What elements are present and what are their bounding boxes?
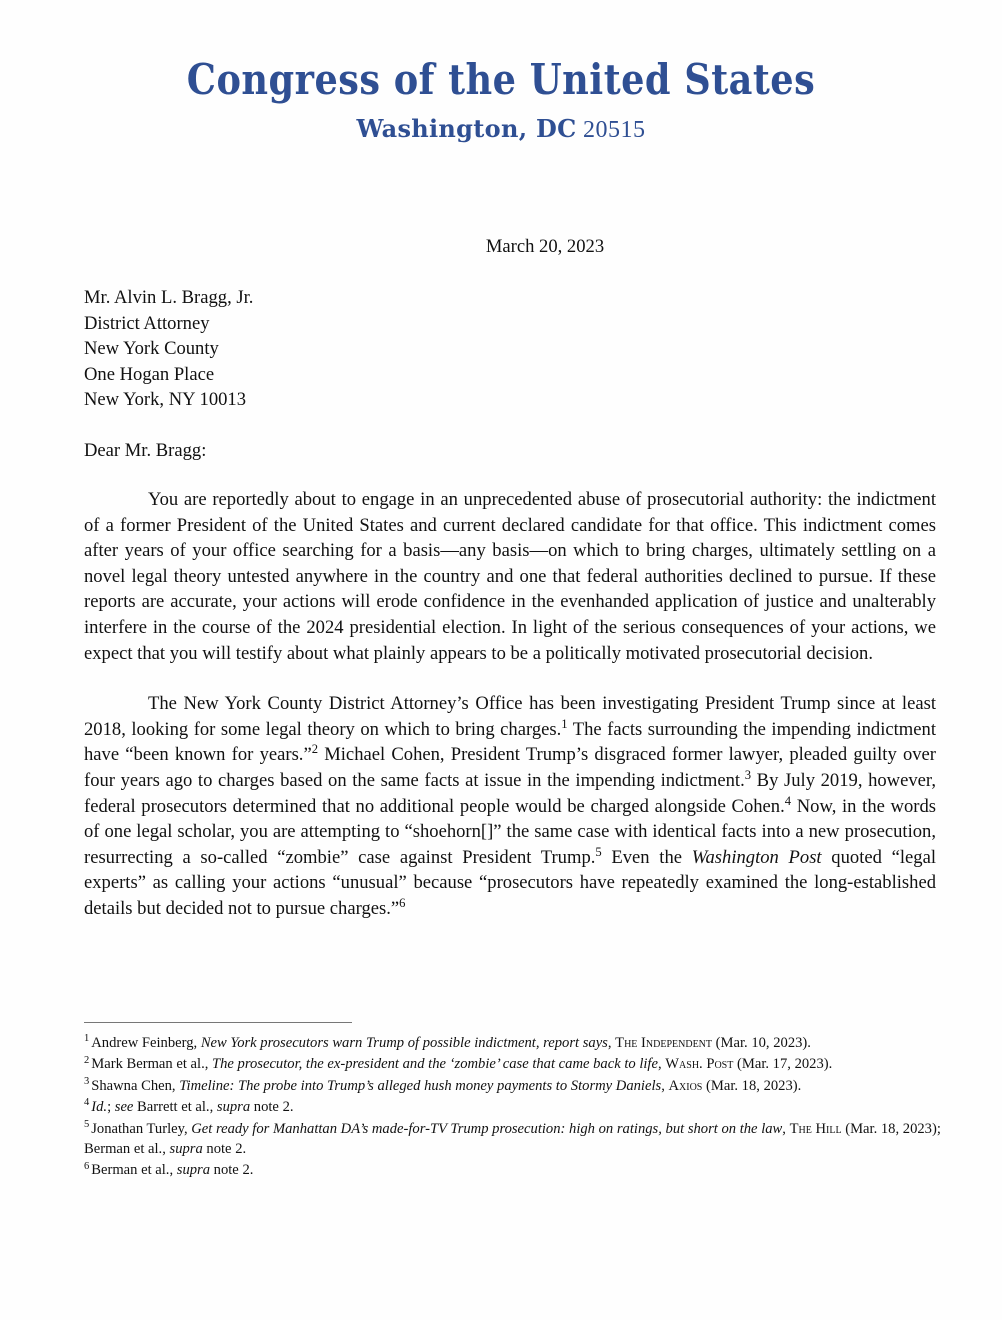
footnote-marker-3[interactable]: 3 xyxy=(744,767,752,782)
footnote-5 xyxy=(84,1119,954,1160)
footnote-6-author: Berman et al., xyxy=(91,1162,177,1179)
recipient-name: Mr. Alvin L. Bragg, Jr. xyxy=(84,287,254,308)
paragraph-2 xyxy=(84,691,936,921)
footnote-2-date: (Mar. 17, 2023). xyxy=(733,1056,833,1073)
p2-segment-5: Now, in the words of one legal scholar, you are attempting to “shoehorn[]” the same case with identical facts into a new prosecution, resurrecting a so-called “zombie” case against President Trump. xyxy=(84,795,936,868)
date-line xyxy=(84,234,936,260)
body-paragraphs xyxy=(84,487,936,922)
footnote-2-title: The prosecutor, the ex-president and the ‘zombie’ case that came back to life xyxy=(212,1056,658,1073)
footnote-4-supra: supra xyxy=(216,1099,251,1116)
footnote-2-publication: Wash. Post xyxy=(665,1056,734,1073)
recipient-office: New York County xyxy=(84,338,219,360)
p2-segment-6: Even the xyxy=(601,846,692,868)
footnote-marker-6[interactable]: 6 xyxy=(399,895,406,910)
letterhead-zip: 20515 xyxy=(576,117,646,144)
footnote-4-id: Id. xyxy=(91,1099,108,1116)
footnote-4-text-b: Barrett et al., xyxy=(133,1099,217,1116)
letterhead xyxy=(0,55,1002,144)
recipient-title: District Attorney xyxy=(84,312,210,334)
footnote-marker-4[interactable]: 4 xyxy=(784,793,792,808)
footnote-5-date-a: (Mar. 18, 2023); Berman et al., xyxy=(84,1120,941,1158)
footnote-3-title: Timeline: The probe into Trump’s alleged hush money payments to Stormy Daniels xyxy=(179,1077,662,1094)
footnote-5-date-b: note 2. xyxy=(202,1141,247,1158)
p2-segment-4: By July 2019, however, federal prosecutors determined that no additional people would be charged alongside Cohen. xyxy=(84,769,937,817)
footnote-marker-2[interactable]: 2 xyxy=(311,742,319,757)
footnote-5-publication: The Hill xyxy=(789,1120,842,1137)
footnote-1-author: Andrew Feinberg, xyxy=(91,1035,201,1051)
footnote-5-supra: supra xyxy=(169,1141,203,1158)
footnote-4-punct-a: ; xyxy=(107,1099,115,1116)
footnote-5-title: Get ready for Manhattan DA’s made-for-TV Trump prosecution: high on ratings, but short on the law xyxy=(191,1120,783,1137)
recipient-city-state-zip: New York, NY 10013 xyxy=(84,389,247,411)
footnote-number-1: 1 xyxy=(84,1033,90,1045)
footnote-area xyxy=(84,1022,954,1182)
footnote-2-author: Mark Berman et al., xyxy=(91,1056,213,1073)
salutation: Dear Mr. Bragg: xyxy=(84,440,207,461)
footnote-4 xyxy=(84,1097,954,1117)
footnote-marker-1[interactable]: 1 xyxy=(561,716,568,731)
footnote-number-6: 6 xyxy=(84,1160,90,1172)
footnote-1 xyxy=(84,1033,954,1053)
footnote-4-see: see xyxy=(114,1099,134,1116)
footnote-1-comma: , xyxy=(607,1035,616,1051)
footnote-4-text-c: note 2. xyxy=(250,1099,294,1116)
footnote-number-5: 5 xyxy=(84,1118,90,1130)
letterhead-subtitle xyxy=(0,114,1002,144)
footnote-number-3: 3 xyxy=(84,1075,90,1087)
footnote-marker-5[interactable]: 5 xyxy=(595,844,602,859)
footnote-6-text-c: note 2. xyxy=(210,1162,254,1179)
footnote-2-comma: , xyxy=(657,1056,666,1073)
footnote-5-comma: , xyxy=(782,1120,790,1137)
p2-publication-washington-post: Washington Post xyxy=(691,846,822,868)
recipient-address-block xyxy=(84,285,684,413)
recipient-street: One Hogan Place xyxy=(84,363,215,385)
letterhead-title: Congress of the United States xyxy=(186,55,816,104)
letter-date: March 20, 2023 xyxy=(485,236,605,257)
footnote-5-author: Jonathan Turley, xyxy=(91,1120,192,1137)
p2-segment-1: The New York County District Attorney’s Office has been investigating President Trump since at least 2018, looking for some legal theory on which to bring charges. xyxy=(84,693,936,740)
p2-segment-2: The facts surrounding the impending indictment have “been known for years.” xyxy=(84,718,936,766)
footnote-6-supra: supra xyxy=(176,1162,211,1179)
footnote-2 xyxy=(84,1054,954,1074)
footnote-separator-rule xyxy=(84,1022,352,1023)
footnote-1-date: (Mar. 10, 2023). xyxy=(712,1035,811,1051)
footnote-3 xyxy=(84,1076,954,1096)
p2-segment-7: quoted “legal experts” as calling your actions “unusual” because “prosecutors have repeatedly examined the long-established details but decided not to pursue charges.” xyxy=(84,846,936,919)
footnote-3-date: (Mar. 18, 2023). xyxy=(702,1077,802,1094)
footnote-3-comma: , xyxy=(661,1077,669,1094)
footnote-number-4: 4 xyxy=(84,1097,90,1109)
footnote-number-2: 2 xyxy=(84,1054,90,1066)
footnote-1-title: New York prosecutors warn Trump of possible indictment, report says xyxy=(200,1035,608,1051)
footnote-3-author: Shawna Chen, xyxy=(91,1077,180,1094)
footnote-3-publication: Axios xyxy=(668,1077,703,1094)
footnote-6 xyxy=(84,1160,954,1180)
p2-segment-3: Michael Cohen, President Trump’s disgraced former lawyer, pleaded guilty over four years ago to charges based on the same facts at issue in the impending indictment. xyxy=(84,744,936,791)
paragraph-1: You are reportedly about to engage in an unprecedented abuse of prosecutorial authority: the indictment of a former President of the United States and current declared candidate for that office. This indictment comes after years of your office searching for a basis—any basis—on which to bring charges, ultimately settling on a novel legal theory untested anywhere in the country and one that federal authorities declined to pursue. If these reports are accurate, your actions will erode confidence in the evenhanded application of justice and unalterably interfere in the course of the 2024 presidential election. In light of the serious consequences of your actions, we expect that you will testify about what plainly appears to be a politically motivated prosecutorial decision. xyxy=(84,489,936,664)
letterhead-city-state: Washington, DC xyxy=(356,114,577,144)
footnote-1-publication: The Independent xyxy=(615,1035,713,1051)
